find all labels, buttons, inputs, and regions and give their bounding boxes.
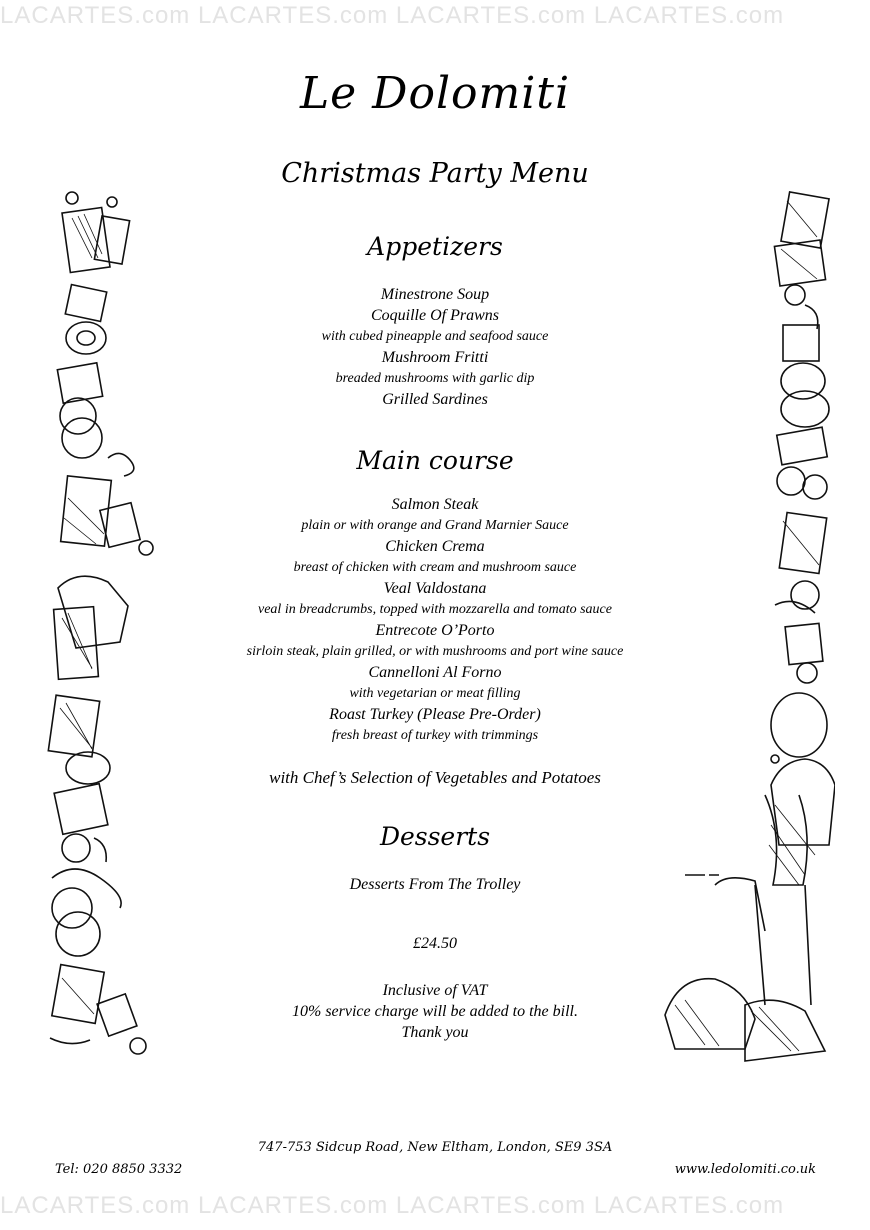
watermark-bottom: LACARTES.com LACARTES.com LACARTES.com LACARTES.com bbox=[0, 1192, 785, 1219]
dish-name: Desserts From The Trolley bbox=[349, 876, 521, 893]
dish-name: Coquille Of Prawns bbox=[370, 307, 499, 324]
dish-description: breast of chicken with cream and mushroom sauce bbox=[293, 560, 577, 575]
main-course-list bbox=[0, 494, 870, 746]
dish-name: Grilled Sardines bbox=[382, 391, 488, 408]
dish-description: fresh breast of turkey with trimmings bbox=[331, 728, 539, 743]
appetizers-heading: Appetizers bbox=[367, 232, 503, 261]
dish-name: Mushroom Fritti bbox=[381, 349, 489, 366]
dish-name: Veal Valdostana bbox=[383, 580, 487, 597]
note-line: Thank you bbox=[401, 1024, 469, 1041]
menu-title: Christmas Party Menu bbox=[281, 158, 589, 189]
dish-description: with vegetarian or meat filling bbox=[349, 686, 521, 701]
dish-description: breaded mushrooms with garlic dip bbox=[335, 371, 535, 386]
dish-description: plain or with orange and Grand Marnier Sauce bbox=[301, 518, 569, 533]
note-line: Inclusive of VAT bbox=[382, 982, 488, 999]
dish-name: Minestrone Soup bbox=[380, 286, 490, 303]
desserts-heading: Desserts bbox=[379, 822, 491, 851]
menu-notes bbox=[0, 980, 870, 1043]
note-line: 10% service charge will be added to the bill. bbox=[291, 1003, 578, 1020]
main-course-heading: Main course bbox=[356, 446, 514, 475]
watermark-top: LACARTES.com LACARTES.com LACARTES.com LACARTES.com bbox=[0, 2, 785, 29]
dish-name: Cannelloni Al Forno bbox=[368, 664, 502, 681]
accompaniment-line: with Chef’s Selection of Vegetables and Potatoes bbox=[269, 768, 601, 787]
dish-description: sirloin steak, plain grilled, or with mushrooms and port wine sauce bbox=[246, 644, 624, 659]
desserts-list bbox=[0, 874, 870, 895]
footer-phone: Tel: 020 8850 3332 bbox=[55, 1162, 183, 1177]
footer-website: www.ledolomiti.co.uk bbox=[674, 1162, 816, 1177]
dish-name: Chicken Crema bbox=[385, 538, 485, 555]
footer-address: 747-753 Sidcup Road, New Eltham, London, SE9 3SA bbox=[257, 1140, 613, 1155]
menu-price: £24.50 bbox=[413, 935, 457, 952]
appetizers-list bbox=[0, 284, 870, 410]
dish-description: veal in breadcrumbs, topped with mozzarella and tomato sauce bbox=[258, 602, 612, 617]
dish-name: Entrecote O’Porto bbox=[375, 622, 495, 639]
restaurant-name: Le Dolomiti bbox=[299, 68, 571, 119]
dish-name: Salmon Steak bbox=[391, 496, 479, 513]
dish-description: with cubed pineapple and seafood sauce bbox=[321, 329, 549, 344]
dish-name: Roast Turkey (Please Pre-Order) bbox=[329, 706, 541, 723]
